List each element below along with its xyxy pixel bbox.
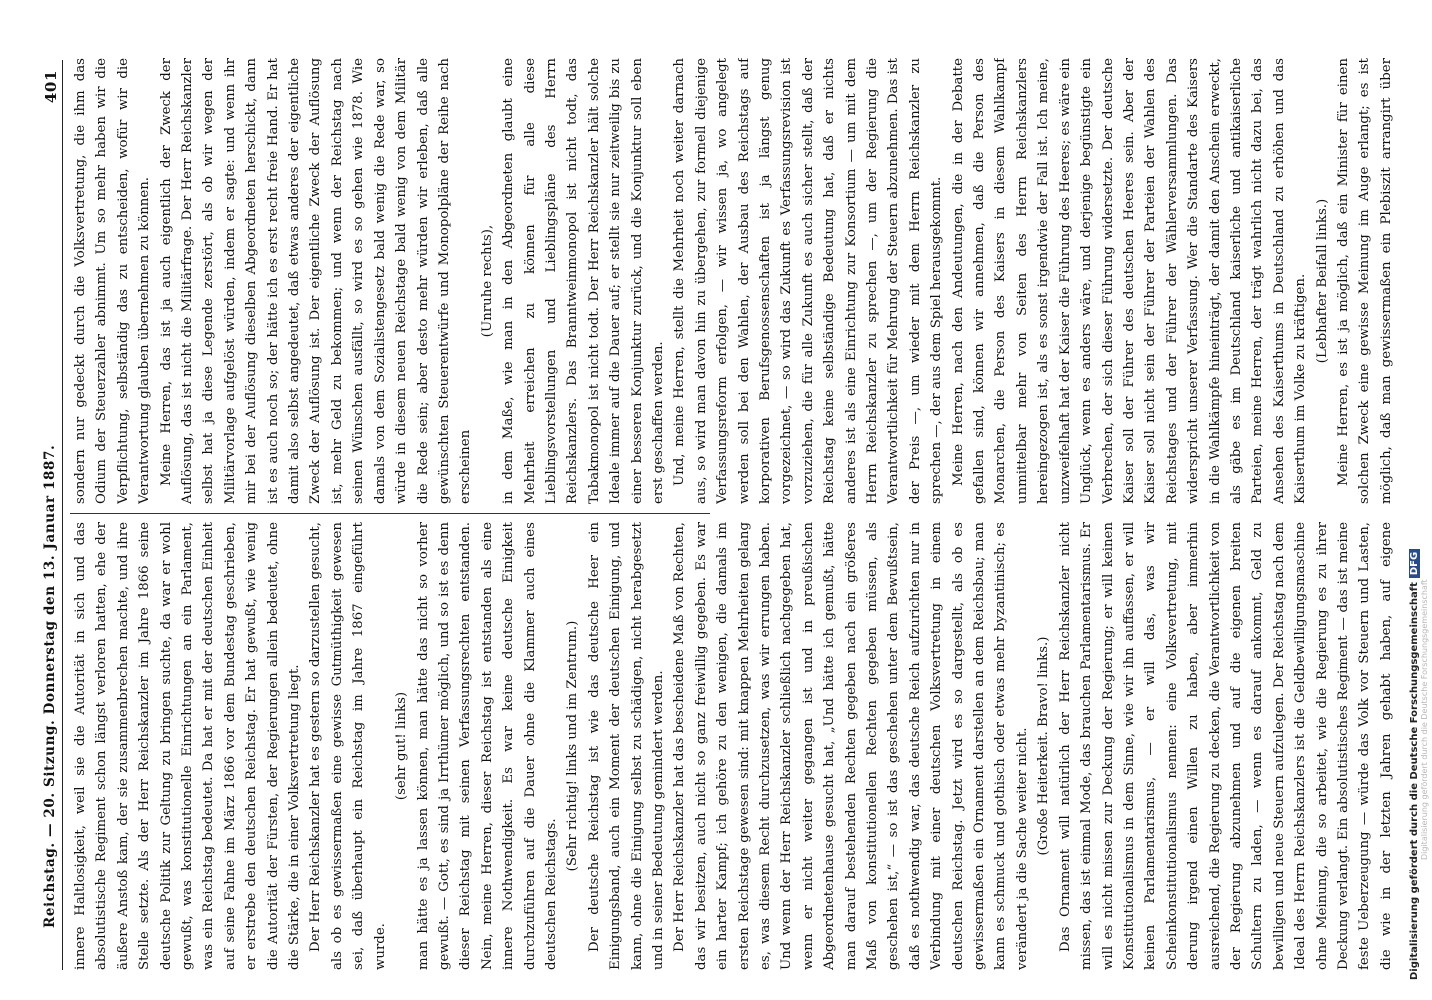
- interjection: (Sehr richtig! links und im Zentrum.): [565, 620, 581, 872]
- header-title: Reichstag. — 20. Sitzung. Donnerstag den 13. Januar 1887.: [42, 444, 58, 928]
- credit-faint-text: Digitalisierung gefördert durch die Deutsche Forschungsgemeinschaft: [1420, 579, 1429, 860]
- paragraph: man hätte es ja lassen können, man hätte das nicht so vorher gewußt. — Gott, es sind ja Irrthümer möglich, und so ist es denn dieser Reichstag mit seinen Verfassungsrechten entstanden. Nein, meine Herren, dieser Reichstag ist entstanden als eine innere Nothwendigkeit. Es war keine deutsche Einigkeit durchzuführen auf die Dauer ohne die Klammer auch eines deutschen Reichstags.: [415, 522, 559, 970]
- interjection: (sehr gut! links): [394, 691, 410, 801]
- digitization-credit: [1406, 0, 1432, 1000]
- paragraph: Und, meine Herren, stellt die Mehrheit noch weiter darnach aus, so wird man davon hin zu übergehen, zur formell diejenige Verfassungsreform erfolgen, — wir wissen ja, wo angelegt werden soll bei den Wahlen, der Ausbau des Reichstags auf korporativen Berufsgenossenschaften ist ja längst genug vorgezeichnet, — so wird das Zukunft es Verfassungsrevision ist vorzuziehen, die für alle Zukunft es auch sicher stellt, daß der Reichstag keine selbständige Bedeutung hat, daß er nichts anderes ist als eine Einrichtung zur Konsortium — um mit dem Herrn Reichskanzler zu sprechen —, um der Regierung die Verantwortlichkeit für Mehrung der Steuern abzunehmen. Das ist der Preis —, um wieder mit dem Herrn Reichskanzler zu sprechen —, der aus dem Spiel herausgekommt.: [672, 58, 945, 504]
- paragraph: Der Herr Reichskanzler hat es gestern so darzustellen gesucht, als ob es gewissermaßen eine gewisse Gutmüthigkeit gewesen sei, daß überhaupt ein Reichstag im Jahre 1867 eingeführt wurde.: [308, 522, 388, 970]
- credit-text: [1409, 20, 1420, 980]
- interjection: (Große Heiterkeit. Bravo! links.): [1036, 636, 1052, 856]
- paragraph: in dem Maße, wie man in den Abgeordneten glaubt eine Mehrheit erreichen zu können für alle diese Lieblingsvorstellungen und Lieblingspläne des Herrn Reichskanzlers. Das Branntweinmonopol ist nicht todt, das Tabakmonopol ist nicht todt. Der Herr Reichskanzler hält solche Ideale immer auf die Dauer auf; er stellt sie nur zeitweilig bis zu einer besseren Konjunktur zurück, und die Konjunktur soll eben erst geschaffen werden.: [501, 58, 666, 504]
- left-text-column: [70, 522, 1400, 970]
- credit-label: Digitalisierung gefördert durch die Deutsche Forschungsgemeinschaft: [1409, 582, 1420, 980]
- page-header: [40, 60, 64, 970]
- paragraph: Meine Herren, das ist ja auch eigentlich der Zweck der Auflösung, das ist nicht die Militärfrage. Der Herr Reichskanzler selbst hat ja diese Legende zerstört, als ob wir wegen der Militärvorlage aufgelöst würden, indem er sagte: und wenn ihr mir bei der Auflösung dieselben Abgeordneten herschickt, dann ist es auch noch so; der hätte ich es erst recht freie Hand. Er hat damit also selbst angedeutet, daß etwas anderes der eigentliche Zweck der Auflösung ist. Der eigentliche Zweck der Auflösung ist, mehr Geld zu bekommen; und wenn der Reichstag nach seinen Wünschen ausfällt, so wird es so gehen wie 1878. Wie damals von dem Sozialistengesetz bald wenig die Rede war, so würde in diesem neuen Reichstage bald wenig von dem Militär die Rede sein; aber desto mehr würden wir erleben, daß alle gewünschten Steuerentwürfe und Monopolpläne der Reihe nach erscheinen: [158, 58, 474, 504]
- header-rule: [62, 60, 63, 970]
- rotated-page-content: [0, 30, 1404, 970]
- paragraph: Der Herr Reichskanzler hat das bescheidene Maß von Rechten, das wir besitzen, auch nicht so ganz freiwillig gegeben. Es war ein harter Kampf; ich gehöre zu den wenigen, die damals im ersten Reichstage gewesen sind: mit knappen Mehrheiten gelang es, was diesem Recht durchzusetzen, was wir errungen haben. Und wenn der Herr Reichskanzler schließlich nachgegeben hat, wenn er nicht weiter gegangen ist und in preußischen Abgeordnetenhause gesucht hat, „Und hätte ich gemußt, hätte man darauf bestehenden Rechten gegeben nach ein größeres Maß von konstitutionellen Rechten gegeben müssen, als geschehen ist,“ — so ist das geschehen unter dem Bewußtsein, daß es nothwendig war, das deutsche Reich aufzurichten nur in Verbindung mit einer deutschen Volksvertretung in einem deutschen Reichstag. Jetzt wird es so dargestellt, als ob es gewissermaßen ein Ornament darstellen an dem Reichsbau; man kann es schmuck und gothisch oder etwas mehr byzantinisch; es verändert ja die Sache weiter nicht.: [672, 522, 1030, 970]
- column-separator: [70, 513, 710, 514]
- paragraph: Meine Herren, es ist ja möglich, daß ein Minister für einen solchen Zweck eine gewisse Meinung im Auge erlangt; es ist möglich, daß man gewissermaßen ein Plebiszit arrangirt über: [1335, 58, 1394, 504]
- interjection: (Lebhafter Beifall links.): [1314, 198, 1330, 364]
- paragraph: Der deutsche Reichstag ist wie das deutsche Heer ein Einigungsband, auch ein Moment der deutschen Einigung, und kann, ohne die Einigung selbst zu schädigen, nicht herabgesetzt und in seiner Bedeutung gemindert werden.: [586, 522, 666, 970]
- paragraph: Das Ornament will natürlich der Herr Reichskanzler nicht missen, das ist einmal Mode, das brauchen Parlamentarismus. Er will es nicht missen zur Deckung der Regierung; er will keinen Konstitutionalismus in dem Sinne, wie wir ihn auffassen, er will keinen Parlamentarismus, — er will das, was wir Scheinkonstitutionalismus nennen: eine Volksvertretung, mit derung irgend einen Willen zu haben, aber immerhin ausreichend, die Regierung zu decken, die Verantwortlichkeit von der Regierung abzunehmen und auf die eigenen breiten Schultern zu laden, — wenn es darauf ankommt, Geld zu bewilligen und neue Steuern aufzulegen. Der Reichstag nach dem Ideal des Herrn Reichskanzlers ist die Geldbewilligungsmaschine ohne Meinung, die so arbeitet, wie die Regierung es zu ihrer Deckung verlangt. Ein absolutistisches Regiment — das ist meine feste Ueberzeugung — würde das Volk vor Steuern und Lasten, die wie in der letzten Jahren gehabt haben, auf eigene: [1057, 522, 1394, 970]
- paragraph: sondern nur gedeckt durch die Volksvertretung, die ihm das Odium der Steuerzahler abnimmt. Um so mehr haben wir die Verpflichtung, selbständig das zu entscheiden, wofür wir die Verantwortung glauben übernehmen zu können.: [73, 58, 153, 504]
- interjection: (Unruhe rechts),: [479, 224, 495, 338]
- paragraph: Meine Herren, nach den Andeutungen, die in der Debatte gefallen sind, können wir annehmen, daß die Person des Monarchen, die Person des Kaisers in diesem Wahlkampf unmittelbar mehr von Seiten des Herrn Reichskanzlers hereingezogen ist, als es sonst irgendwie der Fall ist. Ich meine, unzweifelhaft hat der Kaiser die Führung des Heeres; es wäre ein Unglück, wenn es anders wäre, und derjenige begünstigte ein Verbrechen, der sich dieser Führung widersetzte. Der deutsche Kaiser soll der Führer des deutschen Heeres sein. Aber der Kaiser soll nicht sein der Führer der Parteien der Wahlen des Reichstages und der Führer der Wählerversammlungen. Das widerspricht unserer Verfassung. Wer die Standarte des Kaisers in die Wahlkämpfe hineinträgt, der damit den Anschein erweckt, als gäbe es im Deutschland kaiserliche und antikaiserliche Parteien, meine Herren, der trägt wahrlich nicht dazu bei, das Ansehen des Kaiserthums in Deutschland zu erhöhen und das Kaiserthum im Volke zu kräftigen.: [950, 58, 1309, 504]
- right-text-column: [70, 58, 1400, 504]
- page-number: 401: [42, 70, 60, 104]
- paragraph: innere Haltlosigkeit, weil sie die Autorität in sich und das absolutistische Regiment schon längst verloren hatten, ehe der äußere Anstoß kam, der sie zusammenbrechen machte, und ihre Stelle setzte. Als der Herr Reichskanzler im Jahre 1866 seine deutsche Politik zur Geltung zu bringen suchte, da war er wohl gewußt, was konstitutionelle Einrichtungen an ein Parlament, was ein Reichstag bedeutet. Da hat er mit der deutschen Einheit auf seine Fahne im März 1866 vor dem Bundestag geschrieben, er erstrebe den deutschen Reichstag. Er hat gewußt, wie wenig die Autorität der Fürsten, der Regierungen allein bedeutet, ohne die Stärke, die in einer Volksvertretung liegt.: [73, 522, 303, 970]
- dfg-logo: DFG: [1409, 549, 1420, 578]
